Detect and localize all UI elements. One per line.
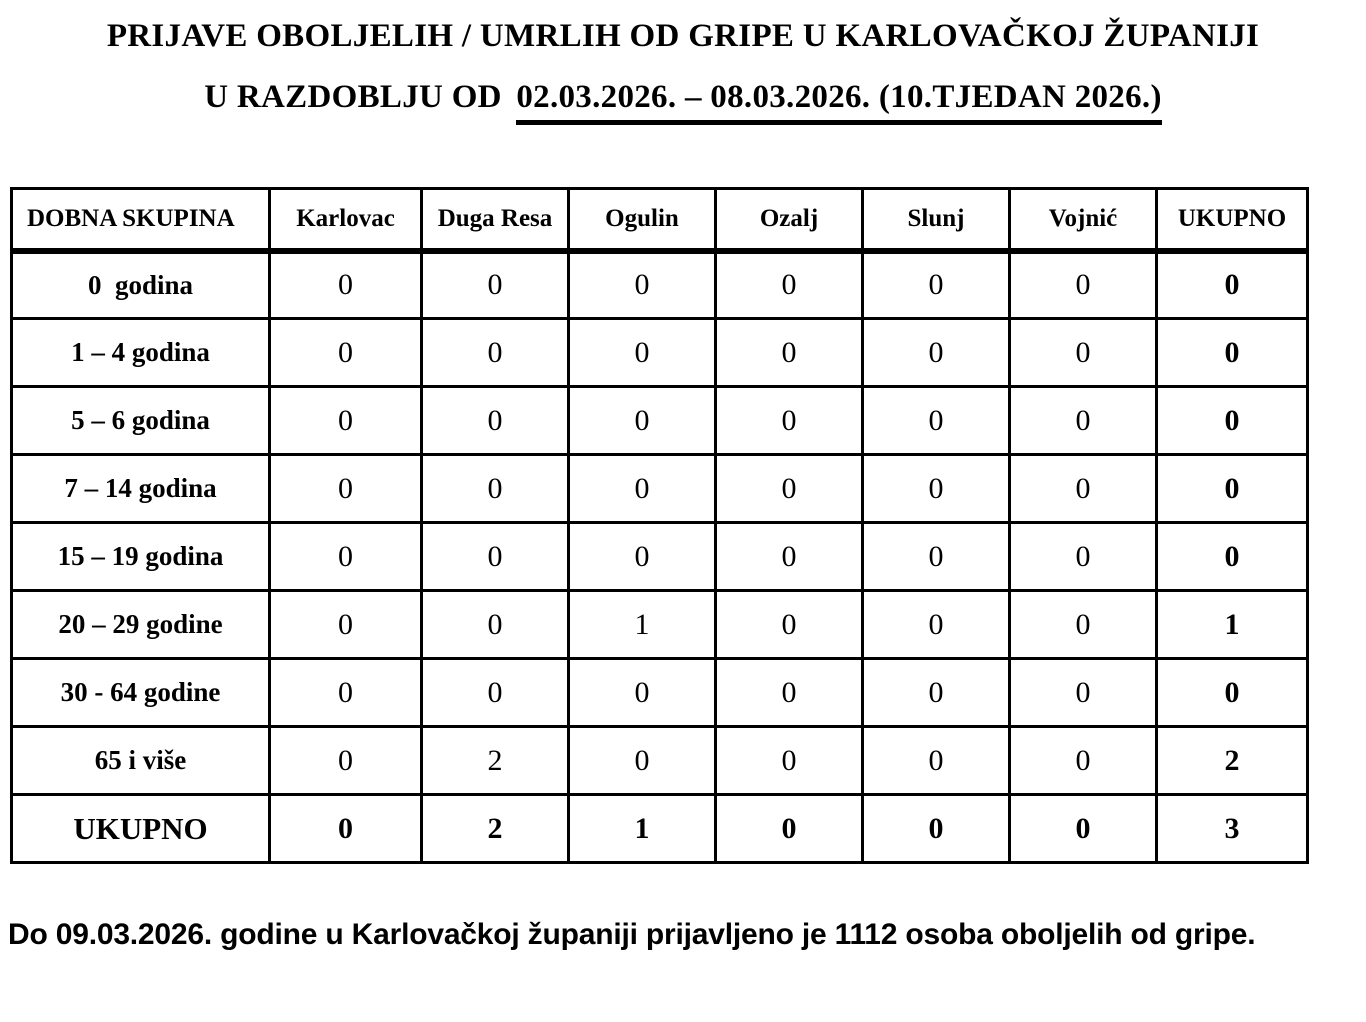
table-header-row <box>12 189 1308 251</box>
row-label: 15 – 19 godina <box>12 523 270 591</box>
cell-row-total: 0 <box>1157 523 1308 591</box>
footer-summary-text: Do 09.03.2026. godine u Karlovačkoj županiji prijavljeno je 1112 osoba oboljelih od gripe. <box>8 918 1256 951</box>
cell-value: 0 <box>270 727 422 795</box>
cell-value: 0 <box>1010 523 1157 591</box>
cell-column-total: 0 <box>716 795 863 863</box>
cell-value: 0 <box>716 251 863 319</box>
column-header-duga-resa: Duga Resa <box>422 189 569 251</box>
cell-value: 0 <box>270 319 422 387</box>
cell-value: 0 <box>422 319 569 387</box>
page-subtitle <box>0 79 1366 125</box>
row-label: 5 – 6 godina <box>12 387 270 455</box>
cell-value: 0 <box>1010 727 1157 795</box>
flu-report-table <box>10 187 1309 864</box>
row-label: 30 - 64 godine <box>12 659 270 727</box>
cell-row-total: 0 <box>1157 251 1308 319</box>
cell-value: 0 <box>569 523 716 591</box>
column-header-dobna-skupina: DOBNA SKUPINA <box>12 189 270 251</box>
table-row-age-0 <box>12 251 1308 319</box>
column-header-vojnic: Vojnić <box>1010 189 1157 251</box>
table-total-row <box>12 795 1308 863</box>
column-header-slunj: Slunj <box>863 189 1010 251</box>
cell-value: 0 <box>716 523 863 591</box>
cell-value: 0 <box>716 659 863 727</box>
row-label: 65 i više <box>12 727 270 795</box>
row-label: 0 godina <box>12 251 270 319</box>
cell-value: 0 <box>1010 659 1157 727</box>
cell-column-total: 0 <box>1010 795 1157 863</box>
cell-value: 0 <box>863 659 1010 727</box>
cell-value: 0 <box>716 591 863 659</box>
cell-row-total: 0 <box>1157 319 1308 387</box>
table-row-age-7-14 <box>12 455 1308 523</box>
column-header-ukupno: UKUPNO <box>1157 189 1308 251</box>
column-header-ozalj: Ozalj <box>716 189 863 251</box>
cell-value: 0 <box>270 523 422 591</box>
cell-column-total: 0 <box>863 795 1010 863</box>
table-row-age-65-plus <box>12 727 1308 795</box>
cell-value: 0 <box>863 387 1010 455</box>
row-label: 7 – 14 godina <box>12 455 270 523</box>
cell-value: 0 <box>863 251 1010 319</box>
cell-value: 0 <box>569 319 716 387</box>
cell-value: 0 <box>569 455 716 523</box>
cell-value: 0 <box>1010 455 1157 523</box>
row-label: 1 – 4 godina <box>12 319 270 387</box>
cell-value: 0 <box>716 455 863 523</box>
cell-column-total: 2 <box>422 795 569 863</box>
cell-value: 1 <box>569 591 716 659</box>
cell-value: 0 <box>863 727 1010 795</box>
page-title <box>0 0 1366 55</box>
table-row-age-20-29 <box>12 591 1308 659</box>
cell-value: 0 <box>422 591 569 659</box>
cell-column-total: 1 <box>569 795 716 863</box>
cell-value: 0 <box>270 455 422 523</box>
cell-value: 0 <box>716 727 863 795</box>
cell-value: 0 <box>1010 387 1157 455</box>
column-header-karlovac: Karlovac <box>270 189 422 251</box>
table-row-age-15-19 <box>12 523 1308 591</box>
cell-column-total: 0 <box>270 795 422 863</box>
cell-value: 0 <box>569 659 716 727</box>
cell-row-total: 1 <box>1157 591 1308 659</box>
cell-value: 0 <box>422 523 569 591</box>
cell-value: 2 <box>422 727 569 795</box>
page-title-text: PRIJAVE OBOLJELIH / UMRLIH OD GRIPE U KARLOVAČKOJ ŽUPANIJI <box>106 18 1260 54</box>
cell-value: 0 <box>422 455 569 523</box>
cell-value: 0 <box>1010 251 1157 319</box>
cell-value: 0 <box>863 455 1010 523</box>
cell-value: 0 <box>863 319 1010 387</box>
cell-value: 0 <box>716 319 863 387</box>
column-header-ogulin: Ogulin <box>569 189 716 251</box>
cell-value: 0 <box>270 251 422 319</box>
cell-value: 0 <box>863 523 1010 591</box>
cell-value: 0 <box>569 251 716 319</box>
total-row-label: UKUPNO <box>12 795 270 863</box>
table-row-age-5-6 <box>12 387 1308 455</box>
cell-value: 0 <box>270 659 422 727</box>
cell-value: 0 <box>863 591 1010 659</box>
cell-value: 0 <box>270 591 422 659</box>
cell-grand-total: 3 <box>1157 795 1308 863</box>
cell-row-total: 2 <box>1157 727 1308 795</box>
cell-value: 0 <box>422 251 569 319</box>
cell-value: 0 <box>270 387 422 455</box>
row-label: 20 – 29 godine <box>12 591 270 659</box>
cell-value: 0 <box>716 387 863 455</box>
cell-value: 0 <box>422 659 569 727</box>
subtitle-period-underlined: 02.03.2026. – 08.03.2026. (10.TJEDAN 2026.) <box>516 79 1161 125</box>
cell-row-total: 0 <box>1157 659 1308 727</box>
subtitle-prefix: U RAZDOBLJU OD <box>204 79 511 115</box>
cell-row-total: 0 <box>1157 455 1308 523</box>
table-row-age-1-4 <box>12 319 1308 387</box>
cell-value: 0 <box>569 727 716 795</box>
cell-value: 0 <box>1010 319 1157 387</box>
cell-value: 0 <box>1010 591 1157 659</box>
cell-row-total: 0 <box>1157 387 1308 455</box>
cell-value: 0 <box>569 387 716 455</box>
table-row-age-30-64 <box>12 659 1308 727</box>
cell-value: 0 <box>422 387 569 455</box>
